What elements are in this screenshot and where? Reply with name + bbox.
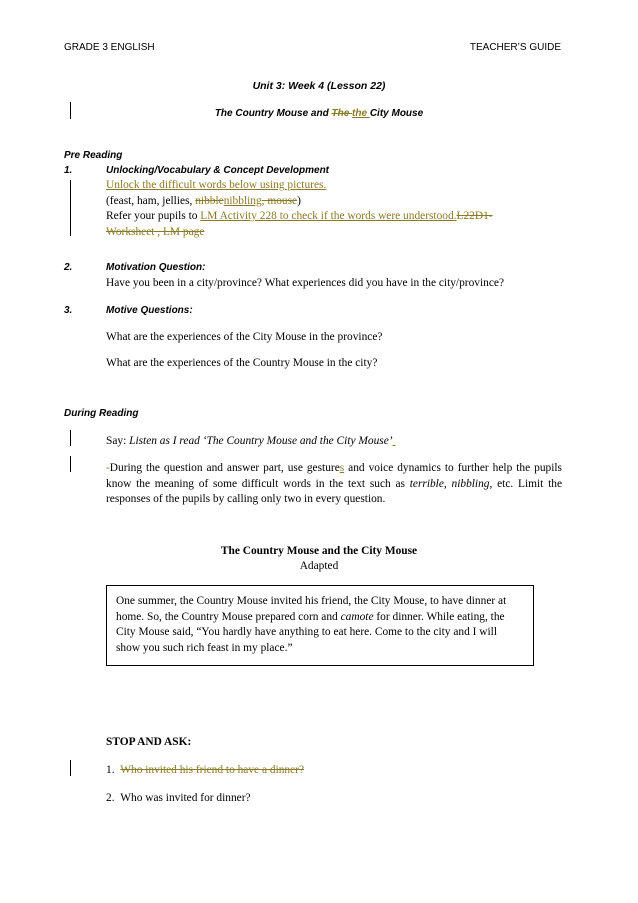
item-number-3: 3. [64,305,73,316]
unlock-instruction: Unlock the difficult words below using pictures. [106,179,327,191]
vocabulary-words: (feast, ham, jellies, nibblenibbling, mouse) [106,194,301,207]
motivation-heading: Motivation Question: [106,262,206,273]
story-line-4: show you such rich feast in my place.” [116,641,293,654]
refer-instruction-deleted: Worksheet , LM page [106,225,205,238]
stop-and-ask-heading: STOP AND ASK: [106,736,192,748]
refer-instruction: Refer your pupils to LM Activity 228 to check if the words were understood.L22D1- [106,210,493,222]
story-line-1: One summer, the Country Mouse invited his friend, the City Mouse, to have dinner at [116,595,507,607]
item-number-1: 1. [64,165,73,176]
lesson-title: The Country Mouse and The the City Mouse [214,108,424,119]
say-instruction: Say: Listen as I read ‘The Country Mouse and the City Mouse’ [106,435,393,447]
story-title: The Country Mouse and the City Mouse [220,545,418,557]
vocabulary-block [106,178,586,240]
vocabulary-heading: Unlocking/Vocabulary & Concept Development [106,165,330,176]
change-bar [70,456,71,472]
pre-reading-heading: Pre Reading [64,150,123,161]
change-bar [70,760,71,776]
inserted-text: the [352,108,370,119]
change-bar [70,180,71,236]
motivation-question: Have you been in a city/province? What experiences did you have in the city/province? [106,277,504,289]
change-bar [70,430,71,446]
header-right: TEACHER’S GUIDE [469,42,561,53]
stop-question-1: 1. Who invited his friend to have a dinner? [106,764,305,776]
deleted-text: The [331,108,353,119]
during-reading-paragraph: -During the question and answer part, use gestures and voice dynamics to further help the pupils know the meaning of some difficult words in the text such as terrible, nibbling, etc. Limit the responses of the pupils by calling only two in every question. [106,462,562,505]
motive-question-1: What are the experiences of the City Mouse in the province? [106,331,383,343]
story-subtitle: Adapted [299,560,339,572]
stop-question-2: 2. Who was invited for dinner? [106,792,251,804]
item-number-2: 2. [64,262,73,273]
motive-question-2: What are the experiences of the Country Mouse in the city? [106,357,378,369]
header-left: GRADE 3 ENGLISH [64,42,155,53]
story-line-2: home. So, the Country Mouse prepared corn and camote for dinner. While eating, the [116,610,505,623]
story-line-3: City Mouse said, “You hardly have anything to eat here. Come to the city and I will [116,626,497,638]
story-box [106,585,534,666]
motive-heading: Motive Questions: [106,305,193,316]
during-reading-heading: During Reading [64,408,139,419]
unit-title: Unit 3: Week 4 (Lesson 22) [252,80,386,92]
